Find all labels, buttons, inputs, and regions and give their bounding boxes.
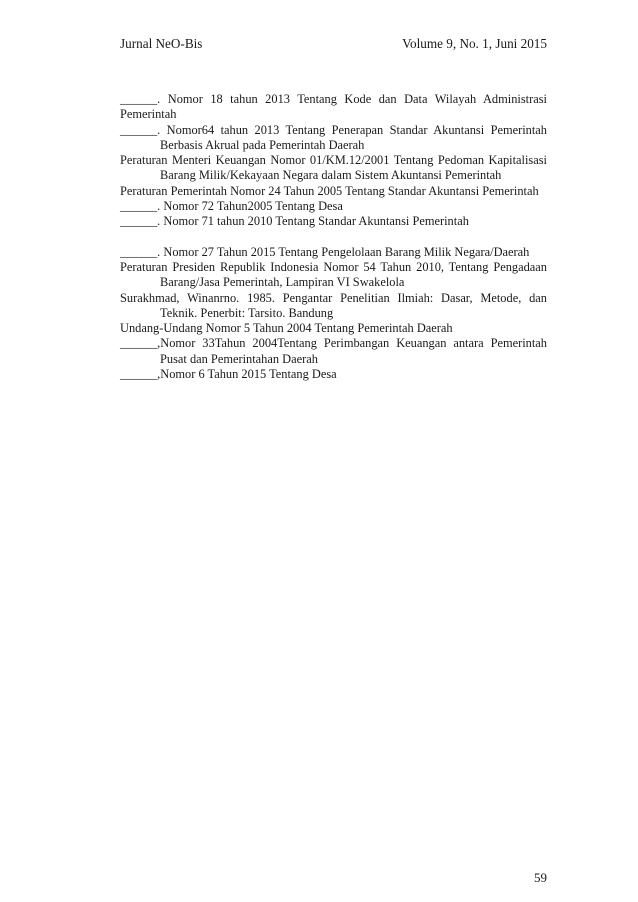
reference-item: Undang-Undang Nomor 5 Tahun 2004 Tentang Pemerintah Daerah: [120, 321, 453, 336]
reference-item: ______. Nomor64 tahun 2013 Tentang Penerapan Standar Akuntansi Pemerintah Berbasis Akrual pada Pemerintah Daerah: [120, 122, 547, 152]
reference-item: ______. Nomor 27 Tahun 2015 Tentang Pengelolaan Barang Milik Negara/Daerah: [120, 244, 530, 259]
reference-item: ______. Nomor 71 tahun 2010 Tentang Standar Akuntansi Pemerintah: [120, 214, 469, 229]
reference-item: Peraturan Menteri Keuangan Nomor 01/KM.12/2001 Tentang Pedoman Kapitalisasi Barang Milik/Kekayaan Negara dalam Sistem Akuntansi Pemerintah: [120, 153, 547, 183]
reference-item: ______,Nomor 33Tahun 2004Tentang Perimbangan Keuangan antara Pemerintah Pusat dan Pemerintahan Daerah: [120, 336, 547, 366]
reference-item: ______. Nomor 72 Tahun2005 Tentang Desa: [120, 199, 343, 214]
page-number: 59: [534, 870, 547, 885]
reference-list: [120, 92, 547, 382]
reference-item: Peraturan Presiden Republik Indonesia Nomor 54 Tahun 2010, Tentang Pengadaan Barang/Jasa Pemerintah, Lampiran VI Swakelola: [120, 259, 547, 290]
journal-volume: Volume 9, No. 1, Juni 2015: [402, 36, 547, 51]
reference-item: Peraturan Pemerintah Nomor 24 Tahun 2005 Tentang Standar Akuntansi Pemerintah: [120, 183, 539, 198]
reference-item: ______. Nomor 18 tahun 2013 Tentang Kode dan Data Wilayah Administrasi Pemerintah: [120, 92, 547, 122]
reference-item: ______,Nomor 6 Tahun 2015 Tentang Desa: [120, 367, 337, 382]
reference-item: Surakhmad, Winanrno. 1985. Pengantar Penelitian Ilmiah: Dasar, Metode, dan Teknik. Penerbit: Tarsito. Bandung: [120, 290, 547, 320]
journal-name: Jurnal NeO-Bis: [120, 36, 203, 51]
